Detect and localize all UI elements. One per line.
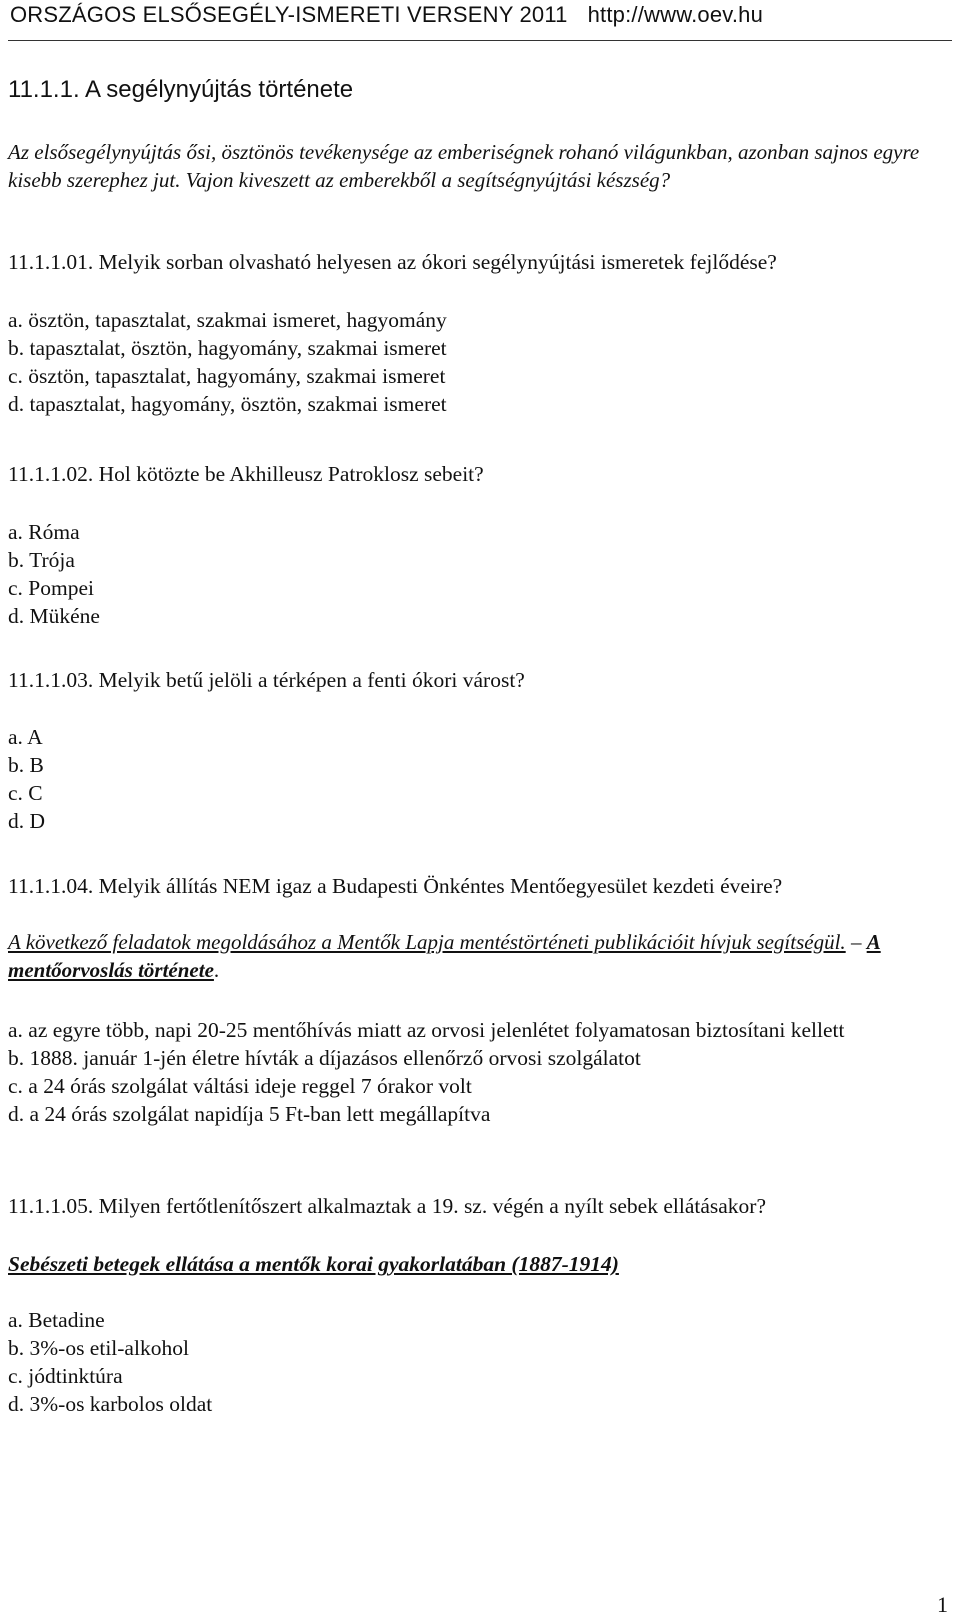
option-c: c. jódtinktúra bbox=[8, 1364, 123, 1388]
option-a: a. A bbox=[8, 725, 43, 749]
question-5-caption bbox=[8, 1250, 948, 1278]
option-d: d. tapasztalat, hagyomány, ösztön, szakmai ismeret bbox=[8, 392, 447, 416]
question-4-note bbox=[8, 928, 948, 984]
note-dash: – bbox=[845, 930, 867, 954]
header-url[interactable]: http://www.oev.hu bbox=[587, 2, 764, 27]
option-b: b. 3%-os etil-alkohol bbox=[8, 1336, 189, 1360]
note-source: A mentőorvoslás története bbox=[8, 930, 881, 982]
question-3-text: 11.1.1.03. Melyik betű jelöli a térképen a fenti ókori várost? bbox=[8, 668, 525, 692]
question-2 bbox=[8, 460, 948, 488]
option-b: b. B bbox=[8, 753, 44, 777]
option-c: c. Pompei bbox=[8, 576, 94, 600]
section-intro: Az elsősegélynyújtás ősi, ösztönös tevékenysége az emberiségnek rohanó világunkban, azonban sajnos egyre kisebb szerephez jut. Vajon kiveszett az emberekből a segítségnyújtási készség? bbox=[8, 140, 920, 192]
question-1-options bbox=[8, 306, 948, 418]
option-c: c. C bbox=[8, 781, 43, 805]
option-a: a. ösztön, tapasztalat, szakmai ismeret, hagyomány bbox=[8, 308, 447, 332]
option-d: d. a 24 órás szolgálat napidíja 5 Ft-ban lett megállapítva bbox=[8, 1102, 491, 1126]
header-divider bbox=[8, 40, 952, 41]
option-a: a. az egyre több, napi 20-25 mentőhívás miatt az orvosi jelenlétet folyamatosan biztosítani kellett bbox=[8, 1018, 845, 1042]
option-d: d. D bbox=[8, 809, 46, 833]
question-2-text: 11.1.1.02. Hol kötözte be Akhilleusz Patroklosz sebeit? bbox=[8, 462, 484, 486]
option-d: d. 3%-os karbolos oldat bbox=[8, 1392, 213, 1416]
option-c: c. ösztön, tapasztalat, hagyomány, szakmai ismeret bbox=[8, 364, 446, 388]
question-4 bbox=[8, 872, 948, 900]
page-number: 1 bbox=[937, 1592, 948, 1617]
section-title: 11.1.1. A segélynyújtás története bbox=[8, 76, 354, 103]
caption-text: Sebészeti betegek ellátása a mentők korai gyakorlatában (1887-1914) bbox=[8, 1252, 619, 1276]
note-text: A következő feladatok megoldásához a Mentők Lapja mentéstörténeti publikációit hívjuk segítségül. bbox=[8, 930, 846, 954]
option-a: a. Betadine bbox=[8, 1308, 105, 1332]
question-5-options bbox=[8, 1306, 948, 1418]
note-end: . bbox=[213, 958, 220, 982]
option-b: b. Trója bbox=[8, 548, 75, 572]
question-5-text: 11.1.1.05. Milyen fertőtlenítőszert alkalmaztak a 19. sz. végén a nyílt sebek ellátásakor? bbox=[8, 1194, 767, 1218]
page-header bbox=[10, 2, 763, 28]
question-2-options bbox=[8, 518, 948, 630]
question-3 bbox=[8, 666, 948, 694]
question-3-options bbox=[8, 723, 948, 835]
option-b: b. 1888. január 1-jén életre hívták a díjazásos ellenőrző orvosi szolgálatot bbox=[8, 1046, 641, 1070]
header-title: ORSZÁGOS ELSŐSEGÉLY-ISMERETI VERSENY 2011 bbox=[10, 2, 568, 27]
option-d: d. Mükéne bbox=[8, 604, 100, 628]
question-1-text: 11.1.1.01. Melyik sorban olvasható helyesen az ókori segélynyújtási ismeretek fejlődése? bbox=[8, 250, 777, 274]
option-b: b. tapasztalat, ösztön, hagyomány, szakmai ismeret bbox=[8, 336, 447, 360]
option-c: c. a 24 órás szolgálat váltási ideje reggel 7 órakor volt bbox=[8, 1074, 472, 1098]
question-1 bbox=[8, 248, 948, 276]
option-a: a. Róma bbox=[8, 520, 80, 544]
question-4-options bbox=[8, 1016, 948, 1128]
question-5 bbox=[8, 1192, 948, 1220]
question-4-text: 11.1.1.04. Melyik állítás NEM igaz a Budapesti Önkéntes Mentőegyesület kezdeti éveire? bbox=[8, 874, 783, 898]
